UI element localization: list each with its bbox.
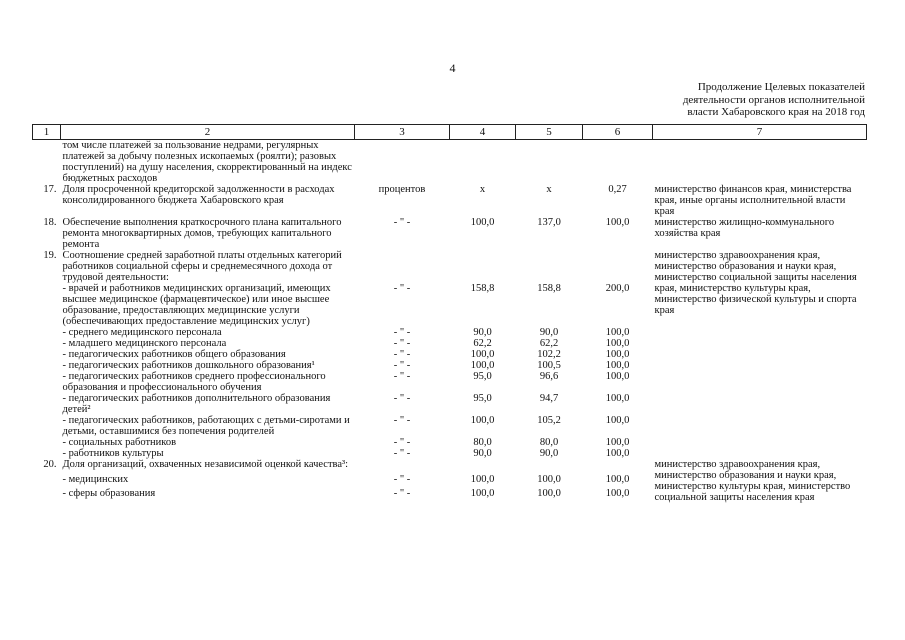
table-row — [33, 140, 867, 185]
value-col-5: 100,0 — [537, 473, 561, 485]
header-col-6: 6 — [583, 125, 653, 140]
header-col-4: 4 — [450, 125, 516, 140]
value-col-4: 90,0 — [473, 448, 492, 459]
indicator-name: том числе платежей за пользование недрами, регулярных платежей за добычу полезных ископаемых (роялти); разовых поступлений) на душу населения, скорректированный на индекс бюджетных расходов — [62, 140, 352, 184]
header-col-7: 7 — [653, 125, 867, 140]
indicator-name: Доля организаций, охваченных независимой оценкой качества³: — [62, 459, 349, 470]
indicator-name: - работников культуры — [62, 448, 164, 459]
row-number — [33, 474, 61, 489]
value-col-4: 95,0 — [473, 393, 492, 404]
value-col-5 — [516, 140, 583, 185]
row-number — [33, 349, 61, 360]
table-row — [33, 250, 867, 283]
indicator-name: - педагогических работников среднего профессионального образования и профессионального обучения — [62, 371, 326, 393]
header-col-3: 3 — [355, 125, 450, 140]
table-header-row — [33, 125, 867, 140]
row-number — [33, 283, 61, 327]
value-col-6: 100,0 — [605, 349, 630, 360]
caption-line-1: Продолжение Целевых показателей — [697, 81, 865, 93]
value-col-6: 100,0 — [605, 393, 630, 404]
value-col-6: 100,0 — [605, 360, 630, 371]
indicator-name: - сферы образования — [62, 488, 156, 500]
unit-cell: процентов — [378, 184, 426, 195]
indicator-name: - педагогических работников дошкольного образования¹ — [62, 360, 315, 371]
indicator-name: Обеспечение выполнения краткосрочного плана капитального ремонта многоквартирных домов, требующих капитального ремонта — [62, 217, 342, 250]
value-col-4 — [450, 250, 516, 283]
table-row — [33, 217, 867, 250]
unit-cell: - " - — [393, 448, 411, 459]
indicator-name: - педагогических работников дополнительного образования детей² — [62, 393, 331, 415]
value-col-5: 158,8 — [537, 283, 561, 294]
value-col-4 — [450, 459, 516, 474]
row-number — [33, 488, 61, 503]
indicator-name: - врачей и работников медицинских организаций, имеющих высшее медицинское (фармацевтическое) или иное высшее образование, предоставляющих медицинские услуги (обеспечивающих предоставление медицинских услуг) — [62, 283, 331, 327]
row-number — [33, 327, 61, 338]
value-col-5: 80,0 — [539, 437, 559, 448]
row-number — [33, 360, 61, 371]
unit-cell: - " - — [393, 349, 411, 360]
row-number: 17. — [43, 184, 57, 195]
unit-cell — [355, 140, 450, 185]
value-col-4: 100,0 — [470, 349, 495, 360]
indicator-name: Доля просроченной кредиторской задолженности в расходах консолидированного бюджета Хабаровского края — [62, 184, 335, 206]
value-col-5: х — [546, 184, 552, 195]
value-col-4: 62,2 — [473, 338, 492, 349]
row-number: 18. — [43, 217, 57, 228]
value-col-5: 94,7 — [539, 393, 559, 404]
table-row — [33, 459, 867, 474]
value-col-4: 90,0 — [473, 327, 492, 338]
indicator-name: - педагогических работников, работающих с детьми-сиротами и детьми, оставшимися без попечения родителей — [62, 415, 350, 437]
value-col-6 — [583, 250, 653, 283]
table-row — [33, 184, 867, 217]
value-col-5: 90,0 — [539, 448, 559, 459]
row-number: 20. — [43, 459, 57, 470]
indicator-name: - младшего медицинского персонала — [62, 338, 227, 349]
value-col-6: 0,27 — [608, 184, 627, 195]
header-col-1: 1 — [33, 125, 61, 140]
value-col-6: 100,0 — [605, 338, 630, 349]
value-col-5: 96,6 — [539, 371, 559, 382]
indicator-name: - среднего медицинского персонала — [62, 327, 222, 338]
value-col-4: 100,0 — [470, 473, 495, 485]
page-number: 4 — [449, 61, 456, 75]
value-col-6 — [583, 459, 653, 474]
value-col-5: 62,2 — [539, 338, 559, 349]
unit-cell: - " - — [393, 473, 411, 485]
value-col-5: 100,0 — [537, 488, 561, 500]
table-body — [33, 140, 867, 504]
unit-cell — [355, 250, 450, 283]
value-col-6: 200,0 — [605, 283, 630, 294]
caption-line-3: власти Хабаровского края на 2018 год — [687, 106, 865, 118]
indicators-table — [32, 124, 867, 503]
value-col-5: 90,0 — [539, 327, 559, 338]
row-number: 19. — [43, 250, 57, 261]
value-col-6: 100,0 — [605, 327, 630, 338]
value-col-4 — [450, 140, 516, 185]
value-col-4: 100,0 — [470, 360, 495, 371]
value-col-4: 100,0 — [470, 415, 495, 426]
unit-cell: - " - — [393, 393, 411, 404]
value-col-4: 100,0 — [470, 217, 495, 228]
value-col-6: 100,0 — [605, 371, 630, 382]
row-number — [33, 338, 61, 349]
indicator-name: - социальных работников — [62, 437, 177, 448]
value-col-4: х — [479, 184, 486, 195]
unit-cell: - " - — [393, 437, 411, 448]
row-number — [33, 448, 61, 459]
row-number — [33, 140, 61, 185]
value-col-5 — [516, 250, 583, 283]
responsible-body: министерство здравоохранения края, министерство образования и науки края, министерство культуры края, министерство социальной защиты населения края — [654, 459, 851, 503]
row-number — [33, 393, 61, 415]
responsible-body — [653, 140, 867, 185]
value-col-6: 100,0 — [605, 415, 630, 426]
value-col-6 — [583, 140, 653, 185]
responsible-body: министерство здравоохранения края, министерство образования и науки края, министерство социальной защиты населения края, министерство культуры края, министерство физической культуры и спорта края — [654, 250, 857, 316]
row-number — [33, 371, 61, 393]
unit-cell — [355, 459, 450, 474]
unit-cell: - " - — [393, 338, 411, 349]
header-col-5: 5 — [516, 125, 583, 140]
header-col-2: 2 — [61, 125, 355, 140]
value-col-6: 100,0 — [605, 448, 630, 459]
indicator-name: - медицинских — [62, 473, 129, 485]
unit-cell: - " - — [393, 283, 411, 294]
value-col-5: 105,2 — [537, 415, 561, 426]
responsible-body: министерство финансов края, министерства края, иные органы исполнительной власти края — [654, 184, 852, 217]
value-col-4: 95,0 — [473, 371, 492, 382]
row-number — [33, 437, 61, 448]
value-col-4: 80,0 — [473, 437, 492, 448]
unit-cell: - " - — [393, 488, 411, 500]
value-col-6: 100,0 — [605, 217, 630, 228]
value-col-5: 100,5 — [537, 360, 561, 371]
value-col-4: 100,0 — [470, 488, 495, 500]
value-col-4: 158,8 — [470, 283, 495, 294]
value-col-6: 100,0 — [605, 473, 630, 485]
unit-cell: - " - — [393, 217, 411, 228]
caption-line-2: деятельности органов исполнительной — [682, 93, 865, 106]
indicator-name: - педагогических работников общего образования — [62, 349, 286, 360]
value-col-5: 137,0 — [537, 217, 561, 228]
value-col-6: 100,0 — [605, 488, 630, 500]
unit-cell: - " - — [393, 327, 411, 338]
table-caption — [605, 81, 865, 119]
indicator-name: Соотношение средней заработной платы отдельных категорий работников социальной сферы и среднемесячного дохода от трудовой деятельности: — [62, 250, 342, 283]
row-number — [33, 415, 61, 437]
unit-cell: - " - — [393, 371, 411, 382]
value-col-6: 100,0 — [605, 437, 630, 448]
responsible-body: министерство жилищно-коммунального хозяйства края — [654, 217, 835, 239]
value-col-5: 102,2 — [537, 349, 561, 360]
unit-cell: - " - — [393, 415, 411, 426]
unit-cell: - " - — [393, 360, 411, 371]
value-col-5 — [516, 459, 583, 474]
